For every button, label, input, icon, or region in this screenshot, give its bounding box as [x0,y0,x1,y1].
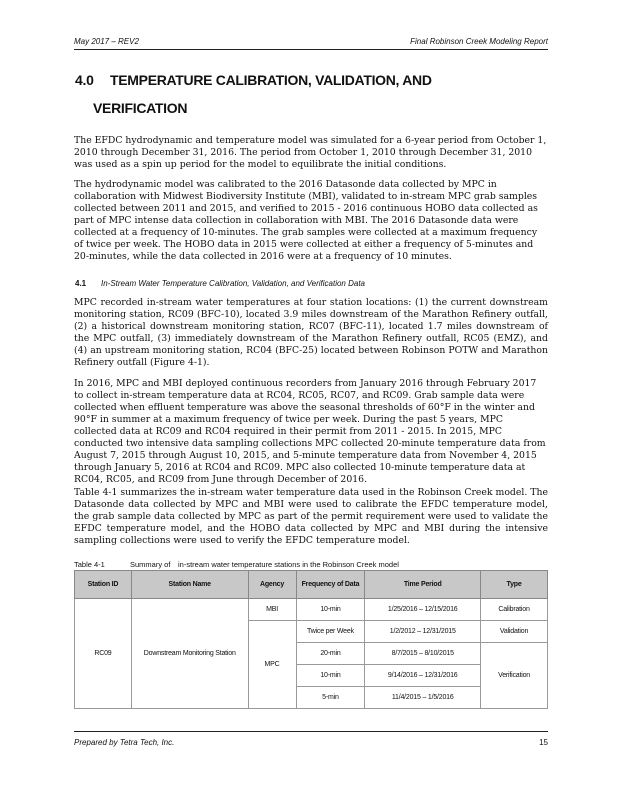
header-station-id: Station ID [75,571,132,599]
table-row [75,599,548,621]
frequency-cell: Twice per Week [296,621,365,643]
time-period-cell: 1/2/2012 – 12/31/2015 [365,621,481,643]
period-end: 8/10/2015 [424,650,454,657]
station-id-cell: RC09 [75,599,132,709]
paragraph-calibration-overview: The hydrodynamic model was calibrated to the 2016 Datasonde data collected by MPC in collaboration with Midwest Biodiversity Institute (MBI), validated to in-stream MPC grab samples collected between 2011 and 2015, and verified to 2015 - 2016 continuous HOBO data collected as part of MPC intense data collection in collaboration with MBI. The 2016 Datasonde data were collected at a frequency of 10-minutes. The grab samples were collected at a maximum frequency of twice per week. The HOBO data in 2015 were collected at either a frequency of 5-minutes and 20-minutes, while the data collected in 2016 were at a frequency of 10 minutes. [74,179,538,262]
station-name-cell: Downstream Monitoring Station [131,599,248,709]
frequency-cell: 10-min [296,599,365,621]
paragraph-intro: The EFDC hydrodynamic and temperature model was simulated for a 6-year period from October 1, 2010 through December 31, 2016. The period from October 1, 2010 through December 31, 2010 was used as a spin up period for the model to equilibrate the initial conditions. [74,135,547,170]
header-rule [74,49,548,50]
paragraph-table-summary: Table 4-1 summarizes the in-stream water temperature data used in the Robinson Creek model. The Datasonde data collected by MPC and MBI were used to calibrate the EFDC temperature model, the grab sample data collected by MPC as part of the permit requirement were used to validate the EFDC temperature model, and the HOBO data collected by MPC and MBI during the intensive sampling collections were used to verify the EFDC temperature model. [74,487,548,546]
frequency-cell: 20-min [296,643,365,665]
header-station-name: Station Name [131,571,248,599]
footer-prepared-by: Prepared by Tetra Tech, Inc. [74,738,175,747]
period-start: 1/2/2012 [389,628,416,635]
table-caption-number: Table 4-1 [74,560,105,569]
period-start: 8/7/2015 [391,650,418,657]
header-report-title: Final Robinson Creek Modeling Report [410,37,548,46]
header-frequency: Frequency of Data [296,571,365,599]
header-agency: Agency [248,571,296,599]
time-period-cell: 8/7/2015 – 8/10/2015 [365,643,481,665]
header-time-period: Time Period [365,571,481,599]
agency-cell: MPC [248,621,296,709]
table-header-row [75,571,548,599]
time-period-cell: 9/14/2016 – 12/31/2016 [365,665,481,687]
table-caption-label: Summary of [130,560,171,569]
paragraph-data-collection: In 2016, MPC and MBI deployed continuous recorders from January 2016 through February 2017 to collect in-stream temperature data at RC04, RC05, RC07, and RC09. Grab sample data were collected when effluent temperature was above the seasonal thresholds of 60°F in the winter and 90°F in summer at a maximum frequency of twice per week. During the past 5 years, MPC collected data at RC09 and RC04 required in their permit from 2011 - 2015. In 2015, MPC conducted two intensive data sampling collections MPC collected 20-minute temperature data from August 7, 2015 through August 10, 2015, and 5-minute temperature data from November 4, 2015 through January 5, 2016 at RC04 and RC09. MPC also collected 10-minute temperature data at RC04, RC05, and RC09 from June through December of 2016. [74,378,546,485]
footer-rule [74,731,548,732]
period-end: 12/31/2015 [422,628,456,635]
page-number: 15 [539,738,548,747]
section-title-line2: VERIFICATION [93,100,188,116]
type-cell: Verification [481,643,548,709]
station-summary-table [74,570,548,709]
table-caption [74,560,399,569]
section-heading [75,72,432,88]
subsection-title: In-Stream Water Temperature Calibration, Validation, and Verification Data [101,279,365,288]
period-end: 1/5/2016 [427,694,454,701]
time-period-cell: 11/4/2015 – 1/5/2016 [365,687,481,709]
period-start: 11/4/2015 [391,694,421,701]
section-title-line1: TEMPERATURE CALIBRATION, VALIDATION, AND [110,72,432,88]
paragraph-stations: MPC recorded in-stream water temperatures at four station locations: (1) the current downstream monitoring station, RC09 (BFC-10), located 3.9 miles downstream of the Marathon Refinery outfall, (2) a historical downstream monitoring station, RC07 (BFC-11), located 1.7 miles downstream of the MPC outfall, (3) immediately downstream of the Marathon Refinery outfall, RC05 (EMZ), and (4) an upstream monitoring station, RC04 (BFC-25) located between Robinson POTW and Marathon Refinery outfall (Figure 4-1). [74,297,548,368]
header-revision: May 2017 – REV2 [74,37,139,46]
header-type: Type [481,571,548,599]
period-start: 1/25/2016 [387,606,418,613]
period-end: 12/15/2016 [424,606,458,613]
frequency-cell: 5-min [296,687,365,709]
type-cell: Calibration [481,599,548,621]
section-number: 4.0 [75,72,94,88]
subsection-number: 4.1 [75,279,87,288]
agency-cell: MBI [248,599,296,621]
table-caption-text: in-stream water temperature stations in the Robinson Creek model [178,560,399,569]
period-end: 12/31/2016 [424,672,458,679]
period-start: 9/14/2016 [387,672,418,679]
frequency-cell: 10-min [296,665,365,687]
time-period-cell: 1/25/2016 – 12/15/2016 [365,599,481,621]
type-cell: Validation [481,621,548,643]
subsection-heading [75,279,365,288]
